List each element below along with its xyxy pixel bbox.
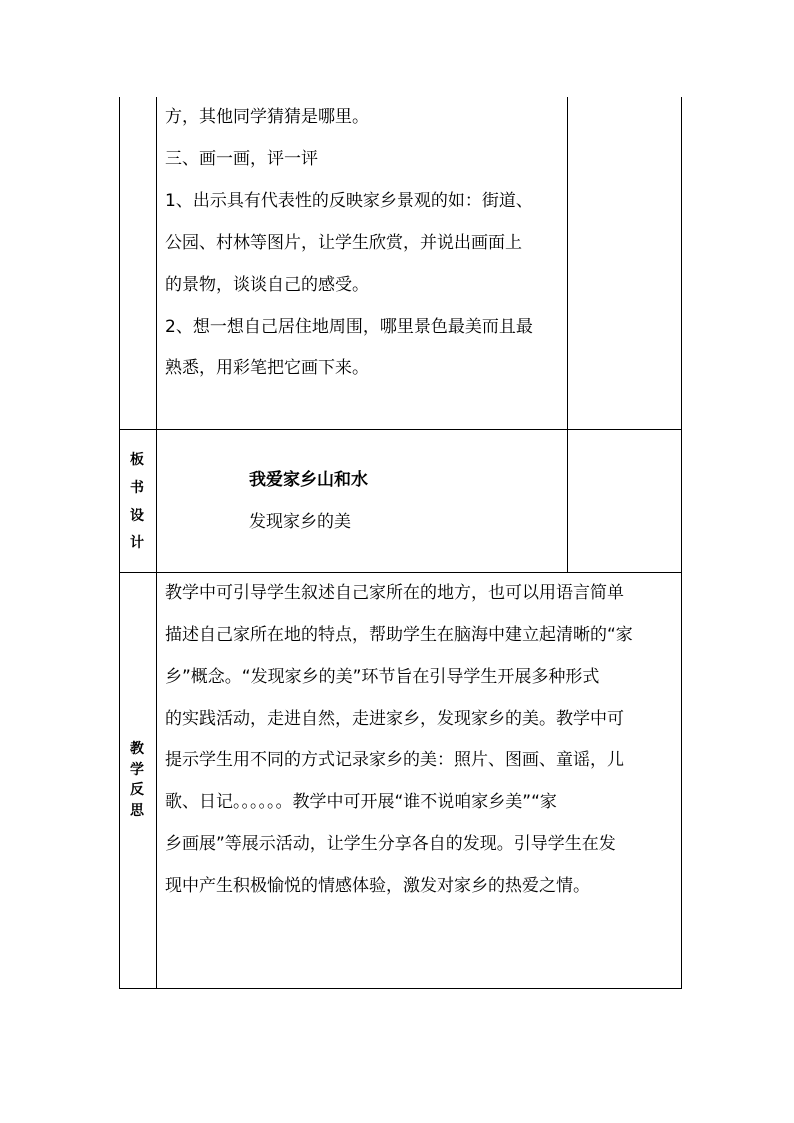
- activity-line: 2、想一想自己居住地周围，哪里景色最美而且最: [165, 317, 533, 337]
- reflection-label-char: 学: [130, 762, 144, 778]
- board-design-label-char: 书: [130, 480, 144, 496]
- reflection-label-char: 教: [130, 741, 144, 757]
- reflection-line: 教学中可引导学生叙述自己家所在的地方，也可以用语言简单: [165, 583, 624, 603]
- label-column-divider: [156, 97, 157, 989]
- table-left-border: [119, 97, 120, 989]
- reflection-line: 乡画展”等展示活动，让学生分享各自的发现。引导学生在发: [165, 834, 616, 854]
- reflection-label-char: 反: [130, 782, 144, 798]
- row-divider-activity-board: [119, 429, 682, 430]
- activity-section-heading: 三、画一画，评一评: [165, 149, 318, 169]
- table-bottom-border: [119, 988, 682, 989]
- board-title: 我爱家乡山和水: [249, 470, 368, 490]
- activity-line: 方，其他同学猜猜是哪里。: [165, 107, 369, 127]
- reflection-line: 乡”概念。“发现家乡的美”环节旨在引导学生开展多种形式: [165, 667, 600, 687]
- reflection-line: 歌、日记。。。。。。教学中可开展“谁不说咱家乡美”“家: [165, 792, 557, 812]
- reflection-line: 描述自己家所在地的特点，帮助学生在脑海中建立起清晰的“家: [165, 625, 633, 645]
- reflection-label-char: 思: [130, 803, 144, 819]
- activity-line: 1、出示具有代表性的反映家乡景观的如：街道、: [165, 191, 533, 211]
- table-right-border: [681, 97, 682, 989]
- board-subtitle: 发现家乡的美: [249, 512, 351, 532]
- activity-line: 的景物，谈谈自己的感受。: [165, 275, 369, 295]
- notes-column-divider: [567, 97, 568, 573]
- activity-line: 公园、村林等图片，让学生欣赏，并说出画面上: [165, 233, 522, 253]
- board-design-label-char: 计: [130, 535, 144, 551]
- board-design-label-char: 设: [130, 508, 144, 524]
- reflection-line: 现中产生积极愉悦的情感体验，激发对家乡的热爱之情。: [165, 876, 590, 896]
- row-divider-board-reflection: [119, 572, 682, 573]
- reflection-line: 提示学生用不同的方式记录家乡的美：照片、图画、童谣，儿: [165, 750, 624, 770]
- activity-line: 熟悉，用彩笔把它画下来。: [165, 358, 369, 378]
- reflection-line: 的实践活动，走进自然，走进家乡，发现家乡的美。教学中可: [165, 709, 624, 729]
- board-design-label-char: 板: [130, 452, 144, 468]
